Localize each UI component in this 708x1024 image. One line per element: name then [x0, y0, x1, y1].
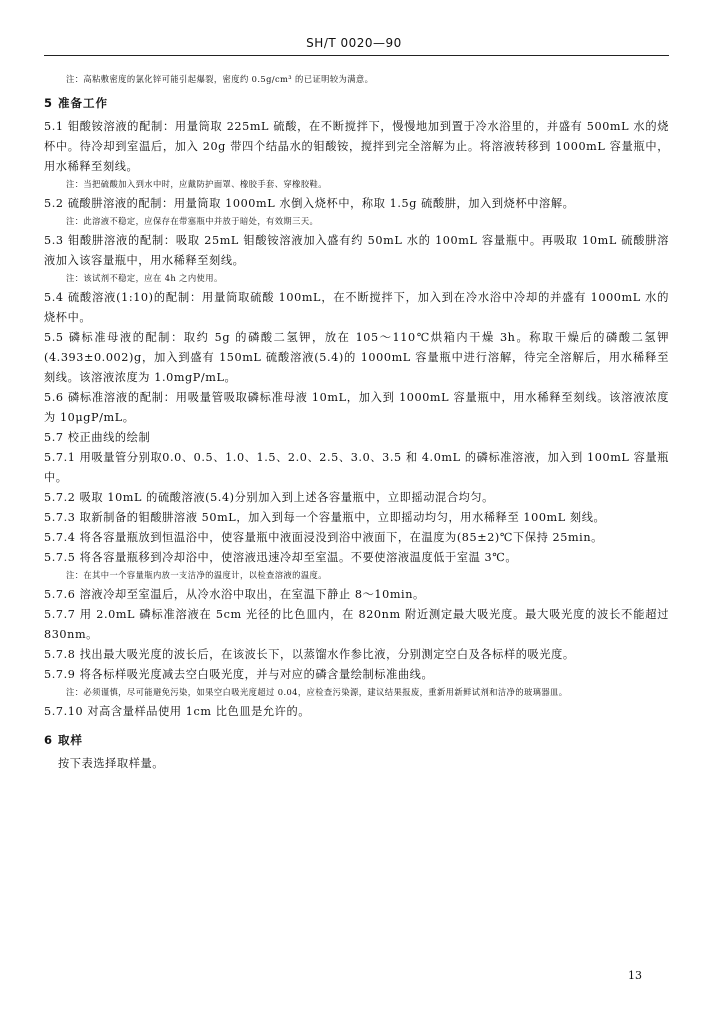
paragraph-6: 按下表选择取样量。 [58, 757, 165, 770]
paragraph-5-3: 5.3 钼酸肼溶液的配制：吸取 25mL 钼酸铵溶液加入盛有约 50mL 水的 100mL 容量瓶中。再吸取 10mL 硫酸肼溶液加入该容量瓶中，用水稀释至刻线。 [44, 234, 669, 267]
page-number: 13 [628, 969, 642, 982]
paragraph-5-1: 5.1 钼酸铵溶液的配制：用量筒取 225mL 硫酸，在不断搅拌下，慢慢地加到置于冷水浴里的，并盛有 500mL 水的烧杯中。待冷却到室温后，加入 20g 带四个结晶水的钼酸铵，搅拌到完全溶解为止。将溶液转移到 1000mL 容量瓶中，用水稀释至刻线。 [44, 120, 669, 173]
paragraph-5-7-2: 5.7.2 吸取 10mL 的硫酸溶液(5.4)分别加入到上述各容量瓶中，立即摇动混合均匀。 [44, 491, 494, 504]
paragraph-5-7-9: 5.7.9 将各标样吸光度减去空白吸光度，并与对应的磷含量绘制标准曲线。 [44, 668, 434, 681]
note-5-2: 注：此溶液不稳定，应保存在带塞瓶中并放于暗处，有效期三天。 [66, 216, 319, 226]
paragraph-5-7: 5.7 校正曲线的绘制 [44, 431, 151, 444]
paragraph-5-2: 5.2 硫酸肼溶液的配制：用量筒取 1000mL 水倒入烧杯中，称取 1.5g 硫酸肼，加入到烧杯中溶解。 [44, 197, 575, 210]
page-content [44, 66, 669, 774]
paragraph-5-7-7: 5.7.7 用 2.0mL 磷标准溶液在 5cm 光径的比色皿内，在 820nm 附近测定最大吸光度。最大吸光度的波长不能超过 830nm。 [44, 608, 669, 641]
paragraph-5-7-1: 5.7.1 用吸量管分别取0.0、0.5、1.0、1.5、2.0、2.5、3.0、3.5 和 4.0mL 的磷标准溶液，加入到 100mL 容量瓶中。 [44, 451, 669, 484]
section-5-title: 5 准备工作 [44, 96, 109, 110]
paragraph-5-7-10: 5.7.10 对高含量样品使用 1cm 比色皿是允许的。 [44, 705, 311, 718]
paragraph-5-7-8: 5.7.8 找出最大吸光度的波长后，在该波长下，以蒸馏水作参比液，分别测定空白及各标样的吸光度。 [44, 648, 575, 661]
section-6-title: 6 取样 [44, 733, 84, 747]
header-rule [44, 55, 669, 56]
paragraph-5-7-5: 5.7.5 将各容量瓶移到冷却浴中，使溶液迅速冷却至室温。不要使溶液温度低于室温 3℃。 [44, 551, 518, 564]
paragraph-5-6: 5.6 磷标准溶液的配制：用吸量管吸取磷标准母液 10mL，加入到 1000mL 容量瓶中，用水稀释至刻线。该溶液浓度为 10μgP/mL。 [44, 391, 669, 424]
paragraph-5-7-6: 5.7.6 溶液冷却至室温后，从冷水浴中取出，在室温下静止 8～10min。 [44, 588, 425, 601]
note-5-1: 注：当把硫酸加入到水中时，应戴防护面罩、橡胶手套、穿橡胶鞋。 [66, 179, 327, 189]
note-top: 注：高粘敷密度的氯化锌可能引起爆裂，密度约 0.5g/cm³ 的已证明较为满意。 [66, 74, 374, 84]
paragraph-5-7-4: 5.7.4 将各容量瓶放到恒温浴中，使容量瓶中液面浸没到浴中液面下，在温度为(85±2)℃下保持 25min。 [44, 531, 603, 544]
page-header: SH/T 0020—90 [306, 36, 402, 50]
note-5-3: 注：该试剂不稳定，应在 4h 之内使用。 [66, 273, 223, 283]
paragraph-5-4: 5.4 硫酸溶液(1:10)的配制：用量筒取硫酸 100mL，在不断搅拌下，加入到在冷水浴中冷却的并盛有 1000mL 水的烧杯中。 [44, 291, 669, 324]
paragraph-5-5: 5.5 磷标准母液的配制：取约 5g 的磷酸二氢钾，放在 105～110℃烘箱内干燥 3h。称取干燥后的磷酸二氢钾(4.393±0.002)g，加入到盛有 150mL 硫酸溶液(5.4)的 1000mL 容量瓶中进行溶解，待完全溶解后，用水稀释至刻线。该溶液浓度为 1.0mgP/mL。 [44, 331, 669, 384]
note-5-7-5: 注：在其中一个容量瓶内放一支洁净的温度计，以检查溶液的温度。 [66, 570, 327, 580]
note-5-7-9: 注：必须谨慎，尽可能避免污染，如果空白吸光度超过 0.04，应检查污染源，建议结果报废，重新用新鲜试剂和洁净的玻璃器皿。 [66, 687, 568, 697]
paragraph-5-7-3: 5.7.3 取新制备的钼酸肼溶液 50mL，加入到每一个容量瓶中，立即摇动均匀，用水稀释至 100mL 刻线。 [44, 511, 606, 524]
